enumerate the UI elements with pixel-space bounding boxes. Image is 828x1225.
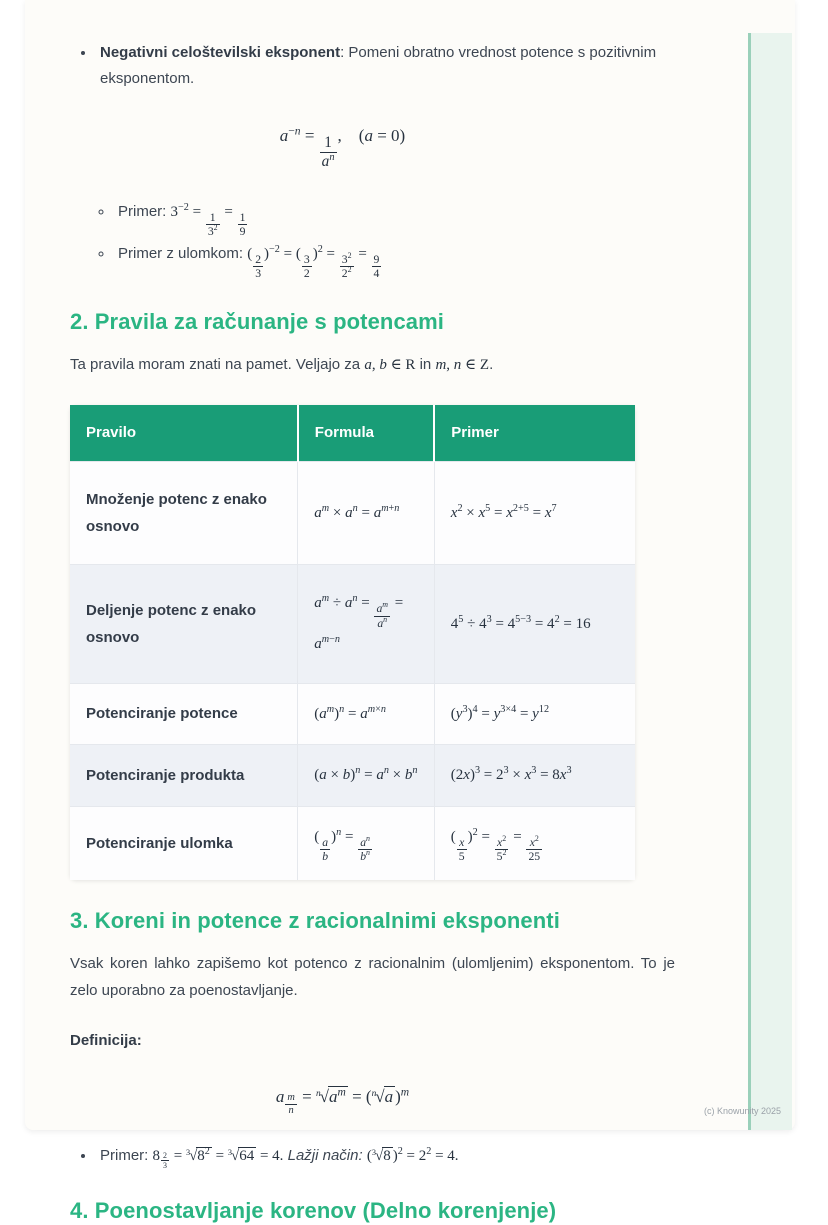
formula-cell: $(a \times b)^n = a^n \times b^n$ <box>298 745 434 807</box>
copyright-footer: (c) Knowunity 2025 <box>703 1106 781 1116</box>
bullet-term-bold: Negativni celoštevilski eksponent <box>100 44 341 61</box>
table-row <box>70 683 635 745</box>
example-math: ( $\frac{2}{3}$ )$^{-2}$ = ( $\frac{3}{2}$ )$^2$ = $\frac{3^2}{2^2}$ = $\frac{9}{4}$ <box>247 243 380 281</box>
example-math: $3^{-2}$ = $\frac{1}{3^2}$ = $\frac{1}{9}$ <box>170 201 246 239</box>
formula-cell: $a^m \div a^n$ = $\frac{a^m}{a^n}$ = $a^{m-n}$ <box>298 564 434 683</box>
definition-label: Definicija <box>70 1031 137 1049</box>
koreni-paragraph: Vsak koren lahko zapišemo kot potenco z racionalnim (ulomljenim) eksponentom. To je zelo uporabno za poenostavljanje. <box>70 955 675 999</box>
definition-colon: : <box>136 1031 142 1049</box>
primer-list <box>96 1143 675 1170</box>
bullet-negative-exponent <box>96 40 675 93</box>
example-cell: $(2x)^3 = 2^3 \times x^3 = 8x^3$ <box>434 745 635 807</box>
primer-math-2: ($^3$√8 )$^2 = 2^2 = 4$. <box>366 1146 459 1165</box>
example-cell: $(y^3)^4 = y^{3\times 4} = y^{12}$ <box>434 683 635 745</box>
example-label: Primer z ulomkom: <box>118 244 248 262</box>
intro-math-2: m, n ∈ Z <box>435 357 490 374</box>
intro-text: in <box>415 356 436 374</box>
formula-cell: ( $\frac{a}{b}$ )$^n$ = $\frac{a^n}{b^n}$ <box>298 806 434 880</box>
highlight-stripe <box>748 33 792 1130</box>
table-row <box>70 745 635 807</box>
example-label: Primer: <box>118 202 171 220</box>
bullet-list-negative-exponent <box>96 40 675 93</box>
example-sublist <box>114 197 675 281</box>
primer-item <box>96 1143 675 1170</box>
heading-poenostavljanje: 4. Poenostavljanje korenov (Delno korenjenje) <box>70 1197 557 1223</box>
column-header-formula: Formula <box>298 405 434 462</box>
intro-math-1: a, b ∈ R <box>364 357 416 374</box>
bullet-term-rest: : Pomeni obratno vrednost potence s pozitivnim eksponentom. <box>100 44 657 88</box>
formula-cell: $(a^m)^n = a^{m\times n}$ <box>298 683 434 745</box>
column-header-pravilo: Pravilo <box>70 405 298 462</box>
document-content <box>25 0 725 1225</box>
table-header-row <box>70 405 635 462</box>
example-cell: ( $\frac{x}{5}$ )$^2$ = $\frac{x^2}{5^2}$ = $\frac{x^2}{25}$ <box>434 806 635 880</box>
rule-cell: Deljenje potenc z enako osnovo <box>70 564 298 683</box>
formula-rational-exponent: a $^{\frac{m}{n}}$ = $^n√a^m = (^n√a$ )$^m$ <box>275 1085 410 1117</box>
formula-negative-exponent: $a^{-n}$ = $\frac{1}{a^n}$ , (a = 0) <box>279 123 406 170</box>
table-row <box>70 564 635 683</box>
example-item <box>114 197 675 239</box>
intro-text: Ta pravila moram znati na pamet. Veljajo za <box>70 356 365 374</box>
rules-table <box>70 405 635 880</box>
rule-cell: Potenciranje produkta <box>70 745 298 807</box>
primer-math-1: 8 $^{\frac{2}{3}}$ = $^3√8^2 = ^3√64 = 4$. <box>152 1146 284 1170</box>
heading-koreni: 3. Koreni in potence z racionalnimi eksponenti <box>70 907 560 933</box>
column-header-primer: Primer <box>434 405 635 462</box>
formula-cell: $a^m \times a^n = a^{m+n}$ <box>298 461 434 564</box>
document-page <box>25 0 795 1223</box>
primer-italic: Lažji način: <box>283 1147 367 1165</box>
example-item <box>114 239 675 281</box>
rule-cell: Potenciranje ulomka <box>70 806 298 880</box>
definition-line <box>70 1028 675 1054</box>
intro-text: . <box>489 356 494 374</box>
rule-cell: Potenciranje potence <box>70 683 298 745</box>
primer-label: Primer: <box>100 1147 153 1165</box>
heading-pravila: 2. Pravila za računanje s potencami <box>70 308 444 334</box>
intro-paragraph <box>70 352 675 378</box>
rule-cell: Množenje potenc z enako osnovo <box>70 461 298 564</box>
example-cell: $x^2 \times x^5 = x^{2+5} = x^7$ <box>434 461 635 564</box>
example-cell: $4^5 \div 4^3 = 4^{5-3} = 4^2 = 16$ <box>434 564 635 683</box>
table-row <box>70 806 635 880</box>
table-row <box>70 461 635 564</box>
